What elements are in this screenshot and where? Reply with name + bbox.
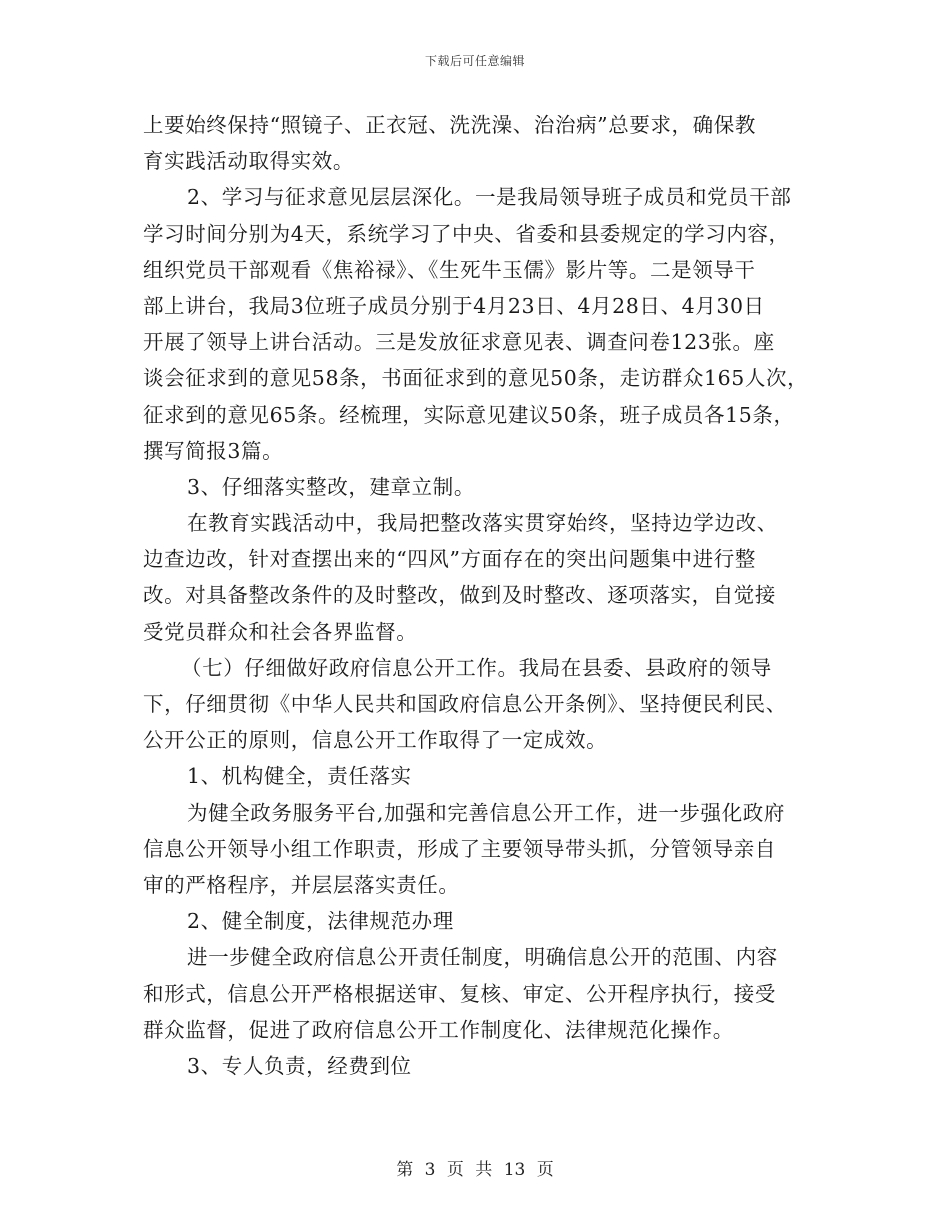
page-footer: 第 3 页 共 13 页 (396, 1160, 554, 1180)
text-line: 在教育实践活动中，我局把整改落实贯穿始终，坚持边学边改、 (187, 511, 778, 536)
text-line: 边查边改，针对查摆出来的“四风”方面存在的突出问题集中进行整 (143, 547, 756, 572)
text-line: 公开公正的原则，信息公开工作取得了一定成效。 (143, 728, 608, 753)
text-line: 2、学习与征求意见层层深化。一是我局领导班子成员和党员干部 (187, 185, 792, 210)
text-line: 征求到的意见65条。经梳理，实际意见建议50条，班子成员各15条， (143, 402, 795, 427)
text-line: 群众监督，促进了政府信息公开工作制度化、法律规范化操作。 (143, 1017, 734, 1042)
text-line: 育实践活动取得实效。 (143, 149, 354, 174)
text-line: 开展了领导上讲台活动。三是发放征求意见表、调查问卷123张。座 (143, 330, 775, 355)
text-line: 谈会征求到的意见58条，书面征求到的意见50条，走访群众165人次， (143, 366, 809, 391)
text-line: 2、健全制度，法律规范办理 (187, 909, 454, 934)
text-line: 下，仔细贯彻《中华人民共和国政府信息公开条例》、坚持便民利民、 (143, 692, 787, 716)
document-body (143, 107, 833, 1084)
text-line: 审的严格程序，并层层落实责任。 (143, 872, 460, 897)
text-line: 受党员群众和社会各界监督。 (143, 619, 418, 644)
text-line: 1、机构健全，责任落实 (187, 764, 412, 789)
text-line: 信息公开领导小组工作职责，形成了主要领导带头抓，分管领导亲自 (143, 836, 776, 861)
text-line: 3、专人负责，经费到位 (187, 1053, 412, 1078)
text-line: 部上讲台，我局3位班子成员分别于4月23日、4月28日、4月30日 (143, 293, 765, 318)
text-line: （七）仔细做好政府信息公开工作。我局在县委、县政府的领导 (181, 655, 772, 680)
text-line: 学习时间分别为4天，系统学习了中央、省委和县委规定的学习内容， (143, 221, 790, 246)
text-line: 撰写简报3篇。 (143, 438, 284, 463)
text-line: 和形式，信息公开严格根据送审、复核、审定、公开程序执行，接受 (143, 981, 776, 1006)
text-line: 上要始终保持“照镜子、正衣冠、洗洗澡、治治病”总要求，确保教 (143, 113, 756, 137)
text-line: 为健全政务服务平台,加强和完善信息公开工作，进一步强化政府 (187, 800, 785, 825)
text-line: 改。对具备整改条件的及时整改，做到及时整改、逐项落实，自觉接 (143, 583, 776, 608)
text-line: 组织党员干部观看《焦裕禄》、《生死牛玉儒》影片等。二是领导干 (143, 257, 756, 282)
page-header: 下载后可任意编辑 (424, 54, 525, 68)
text-line: 3、仔细落实整改，建章立制。 (187, 474, 475, 499)
text-line: 进一步健全政府信息公开责任制度，明确信息公开的范围、内容 (187, 945, 778, 970)
